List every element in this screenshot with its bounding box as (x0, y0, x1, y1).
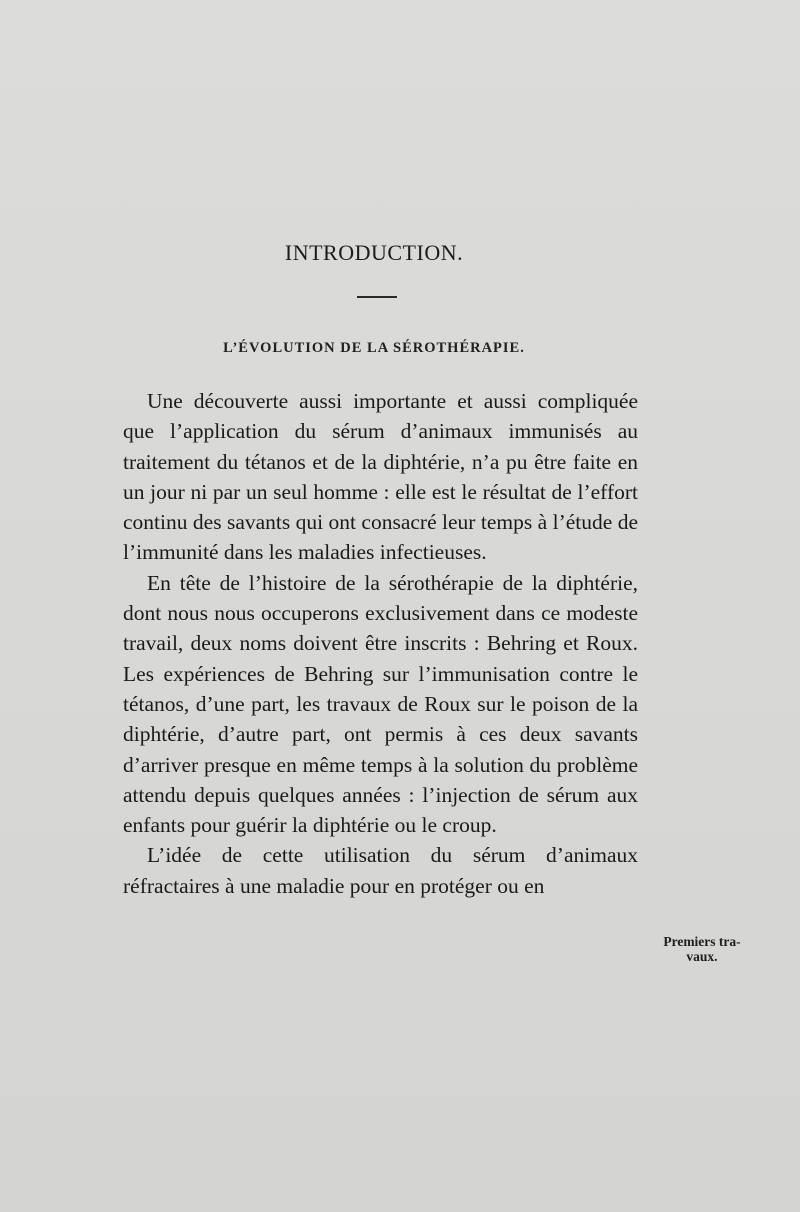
paragraph: En tête de l’histoire de la sérothérapie de la diphtérie, dont nous nous occuperons exclusivement dans ce modeste travail, deux noms doivent être inscrits : Behring et Roux. Les expériences de Behring sur l’immunisation contre le tétanos, d’une part, les travaux de Roux sur le poison de la diphtérie, d’autre part, ont permis à ces deux savants d’arriver presque en même temps à la solution du problème attendu depuis quelques années : l’injection de sérum aux enfants pour guérir la diphtérie ou le croup. (123, 570, 638, 838)
margin-note-line: Premiers tra- (663, 934, 741, 949)
paragraph: L’idée de cette utilisation du sérum d’animaux réfractaires à une maladie pour en protéger ou en (123, 843, 638, 898)
section-subheading: L’ÉVOLUTION DE LA SÉROTHÉRAPIE. (223, 340, 525, 356)
paragraph: Une découverte aussi importante et aussi compliquée que l’application du sérum d’animaux immunisés au traitement du tétanos et de la diphtérie, n’a pu être faite en un jour ni par un seul homme : elle est le résultat de l’effort continu des savants qui ont consacré leur temps à l’étude de l’immunité dans les maladies infectieuses. (123, 389, 638, 565)
body-text (123, 386, 638, 901)
margin-note-line: vaux. (686, 949, 718, 964)
chapter-heading: INTRODUCTION. (284, 240, 464, 265)
margin-note (652, 934, 752, 964)
heading-rule (357, 296, 397, 298)
